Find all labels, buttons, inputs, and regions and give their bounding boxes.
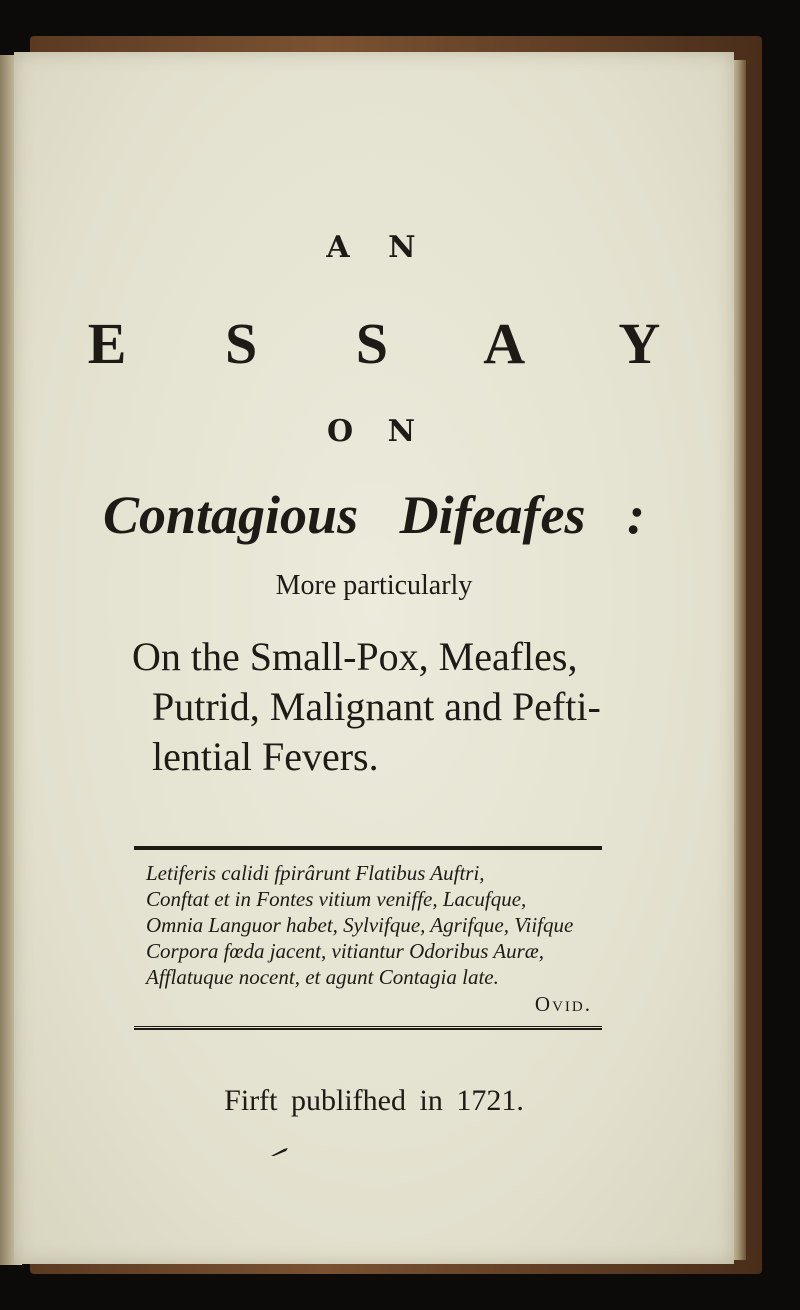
title-page	[14, 52, 734, 1264]
epigraph-line: Corpora fœda jacent, vitiantur Odoribus Auræ,	[146, 939, 545, 963]
main-title-line: lential Fevers.	[152, 734, 379, 779]
double-rule-top	[134, 846, 602, 850]
double-rule-bottom	[134, 1026, 602, 1030]
title-qualifier: More particularly	[275, 570, 473, 601]
epigraph-line: Letiferis calidi fpirârunt Flatibus Auftri,	[146, 861, 485, 885]
epigraph-line: Afflatuque nocent, et agunt Contagia late.	[146, 965, 499, 989]
title-word-essay: E S S A Y	[87, 311, 703, 376]
main-title	[132, 632, 652, 782]
publication-note: Firft publifhed in 1721.	[224, 1084, 524, 1117]
ink-mark-icon	[270, 1147, 290, 1157]
main-title-line: Putrid, Malignant and Pefti-	[152, 684, 601, 729]
title-word-an: A N	[326, 230, 430, 265]
epigraph-line: Omnia Languor habet, Sylvifque, Agrifque, Viifque	[146, 913, 574, 937]
epigraph	[146, 860, 606, 990]
main-title-line: On the Small-Pox, Meafles,	[132, 634, 578, 679]
title-word-on: O N	[327, 414, 427, 449]
title-subject: Contagious Difeafes :	[103, 485, 645, 545]
epigraph-attribution: Ovid.	[534, 992, 592, 1016]
epigraph-line: Conftat et in Fontes vitium veniffe, Lacufque,	[146, 887, 527, 911]
